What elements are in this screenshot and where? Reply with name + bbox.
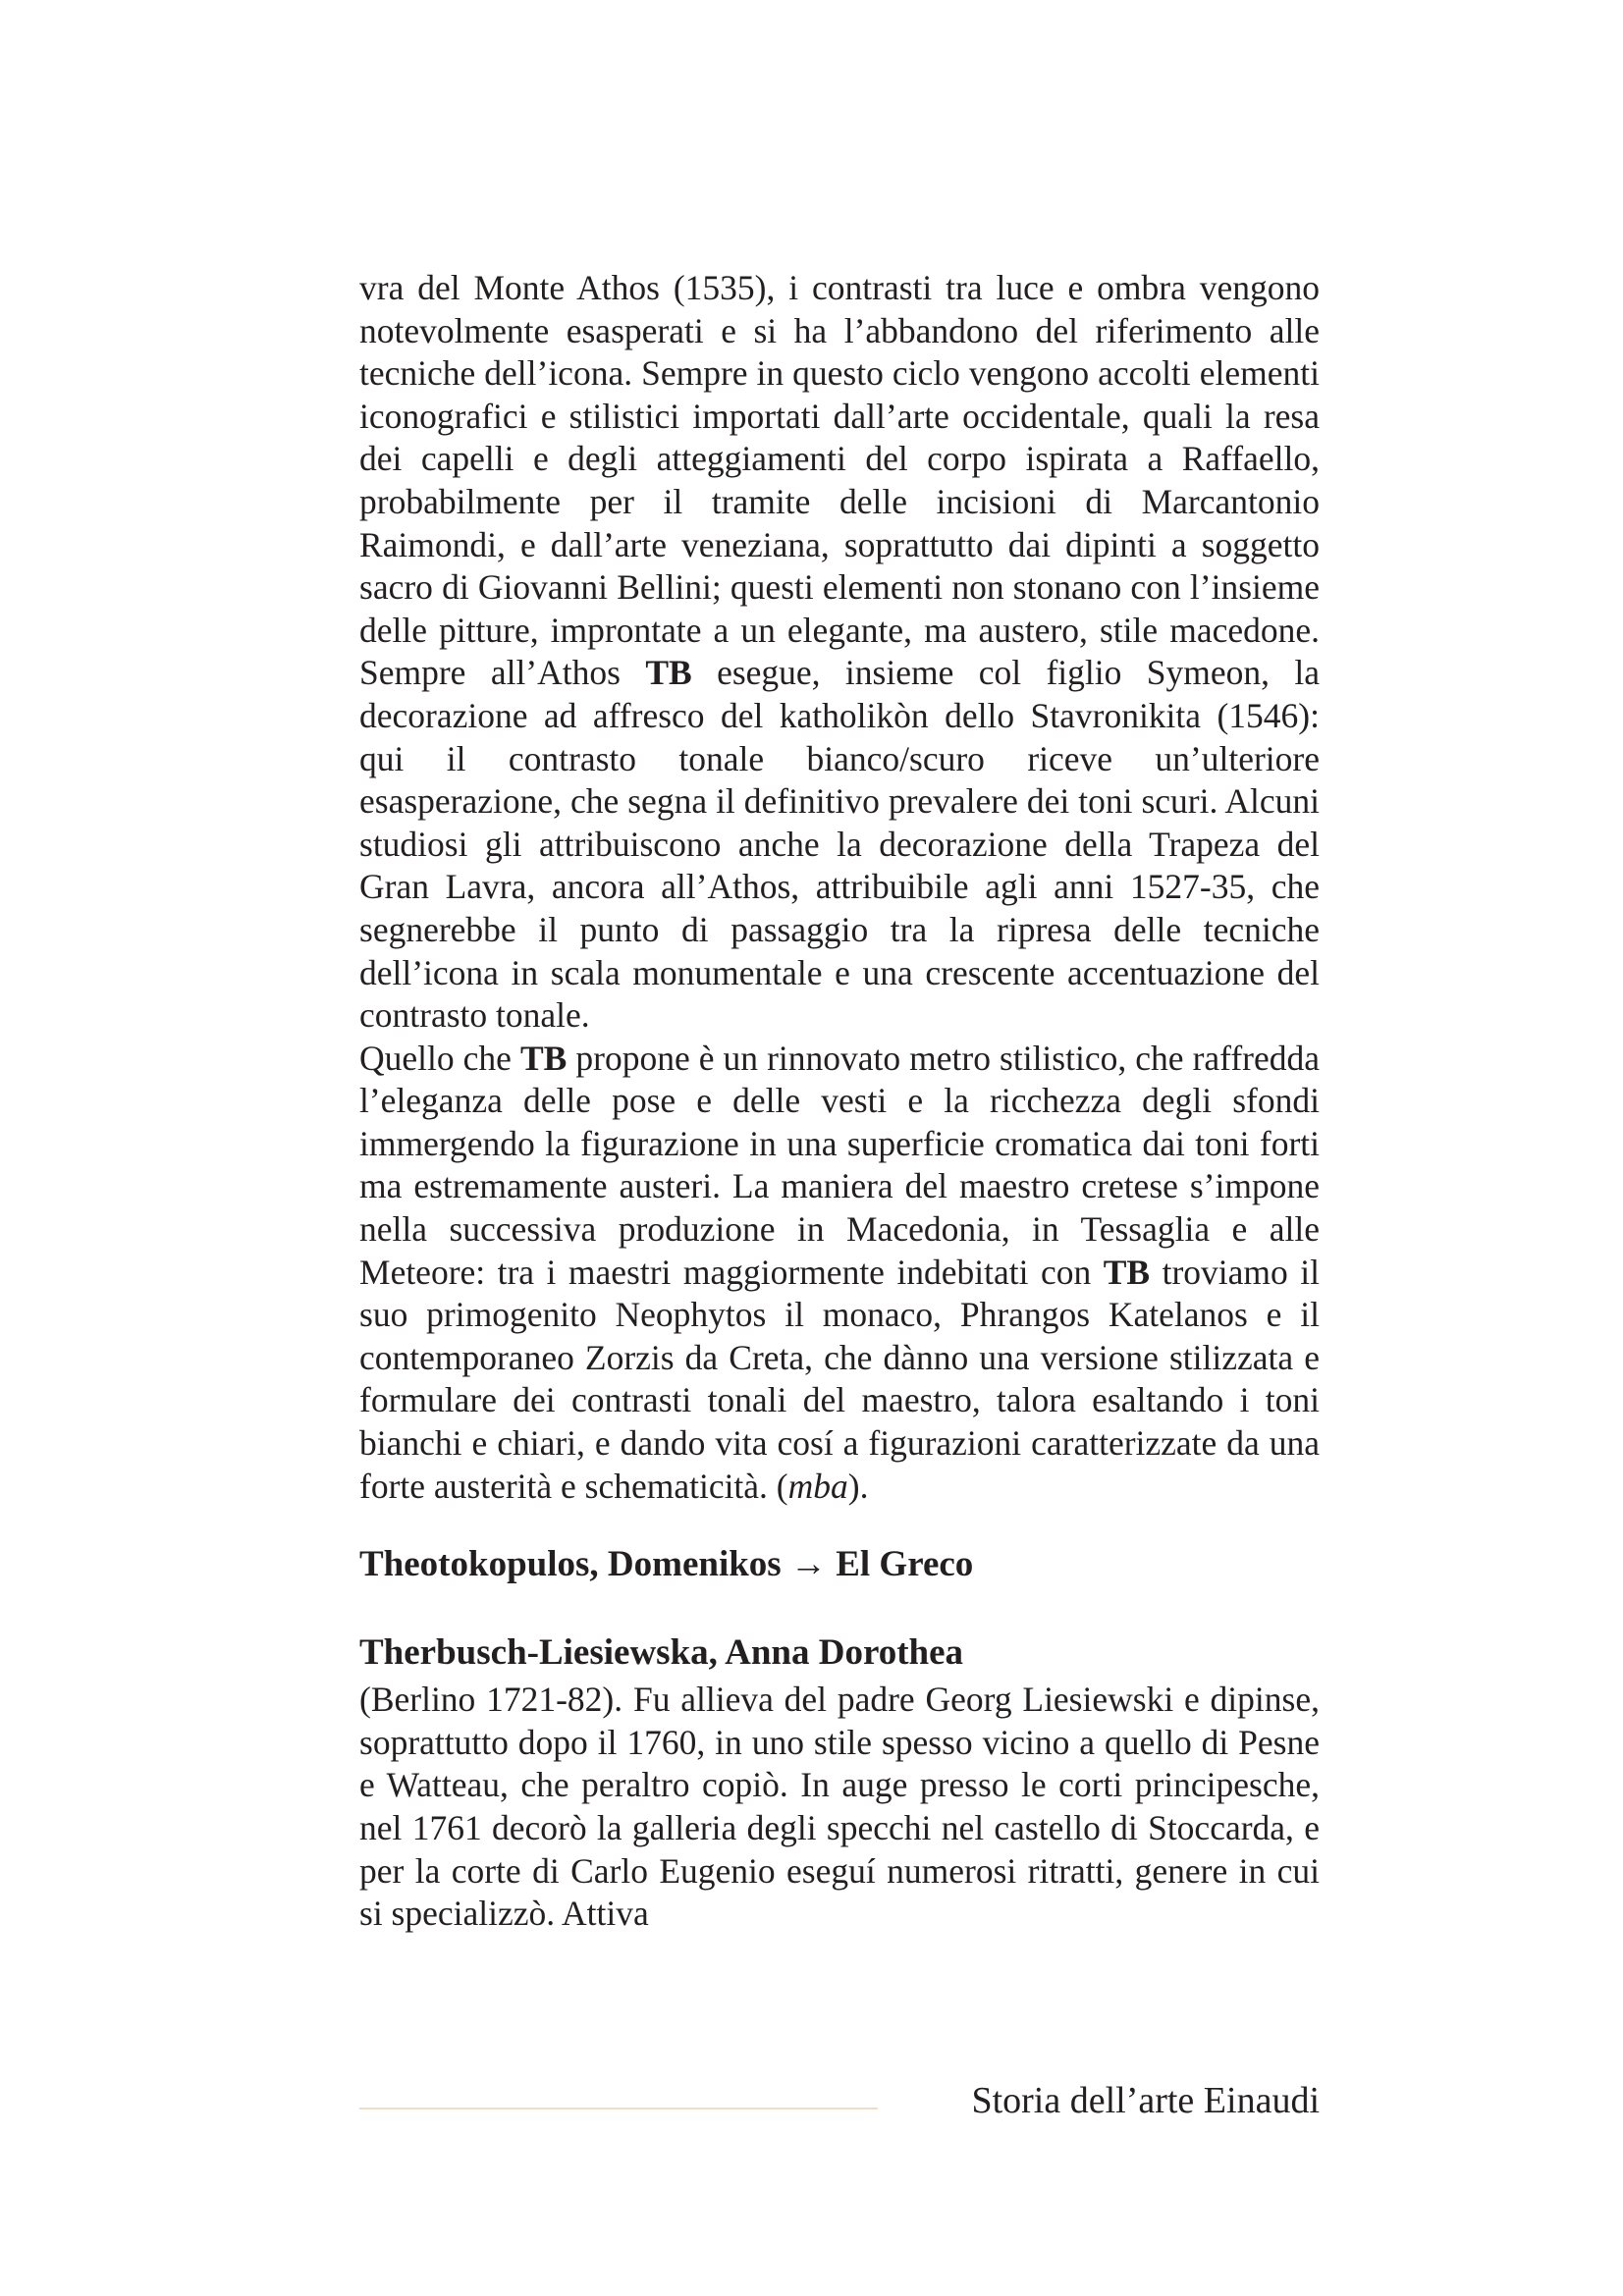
paragraph-stylistic-meter — [359, 1038, 1320, 1509]
text-run: esegue, insieme col figlio Symeon, la decorazione ad affresco del katholikòn dello Stavronikita (1546): qui il contrasto tonale bianco/scuro riceve un’ulteriore esasperazione, che segna il definitivo prevalere dei toni scuri. Alcuni studiosi gli attribuiscono anche la decorazione della Trapeza del Gran Lavra, ancora all’Athos, attribuibile agli anni 1527-35, che segnerebbe il punto di passaggio tra la ripresa delle tecniche dell’icona in scala monumentale e una crescente accentuazione del contrasto tonale. — [359, 653, 1320, 1036]
entry-heading-therbusch: Therbusch-Liesiewska, Anna Dorothea — [359, 1632, 964, 1674]
footer-title: Storia dell’arte Einaudi — [971, 2080, 1320, 2121]
paragraph-athos-frescoes — [359, 267, 1320, 1038]
paragraph-therbusch-bio: (Berlino 1721-82). Fu allieva del padre Georg Liesiewski e dipinse, soprattutto dopo il 1760, in uno stile spesso vicino a quello di Pesne e Watteau, che peraltro copiò. In auge presso le corti principesche, nel 1761 decorò la galleria degli specchi nel castello di Stoccarda, e per la corte di Carlo Eugenio eseguí numerosi ritratti, genere in cui si specializzò. Attiva — [359, 1680, 1320, 1934]
main-text-column — [359, 267, 1320, 1936]
text-run: troviamo il suo primogenito Neophytos il monaco, Phrangos Katelanos e il contemporaneo Zorzis da Creta, che dànno una versione stilizzata e formulare dei contrasti tonali del maestro, talora esaltando i toni bianchi e chiari, e dando vita cosí a figurazioni caratterizzate da una forte austerità e schematicità. ( — [359, 1252, 1320, 1506]
footer-rule — [359, 2108, 878, 2109]
entry-heading-theotokopulos: Theotokopulos, Domenikos → El Greco — [359, 1544, 974, 1585]
text-run: vra del Monte Athos (1535), i contrasti tra luce e ombra vengono notevolmente esasperati e si ha l’abbandono del riferimento alle tecniche dell’icona. Sempre in questo ciclo vengono accolti elementi iconografici e stilistici importati dall’arte occidentale, quali la resa dei capelli e degli atteggiamenti del corpo ispirata a Raffaello, probabilmente per il tramite delle incisioni di Marcantonio Raimondi, e dall’arte veneziana, soprattutto dai dipinti a soggetto sacro di Giovanni Bellini; questi elementi non stonano con l’insieme delle pitture, improntate a un elegante, ma austero, stile macedone. Sempre all’Athos — [359, 268, 1320, 693]
page-footer — [359, 2077, 1320, 2124]
abbreviation-tb: TB — [519, 1038, 568, 1078]
abbreviation-tb: TB — [645, 653, 692, 693]
text-run: propone è un rinnovato metro stilistico, che raffredda l’eleganza delle pose e delle vesti e la ricchezza degli sfondi immergendo la figurazione in una superficie cromatica dai toni forti ma estremamente austeri. La maniera del maestro cretese s’impone nella successiva produzione in Macedonia, in Tessaglia e alle Meteore: tra i maestri maggiormente indebitati con — [359, 1038, 1320, 1292]
abbreviation-tb: TB — [1103, 1252, 1151, 1292]
text-run: ). — [847, 1466, 869, 1506]
text-run: Quello che — [359, 1038, 520, 1078]
author-signature: mba — [787, 1466, 848, 1506]
